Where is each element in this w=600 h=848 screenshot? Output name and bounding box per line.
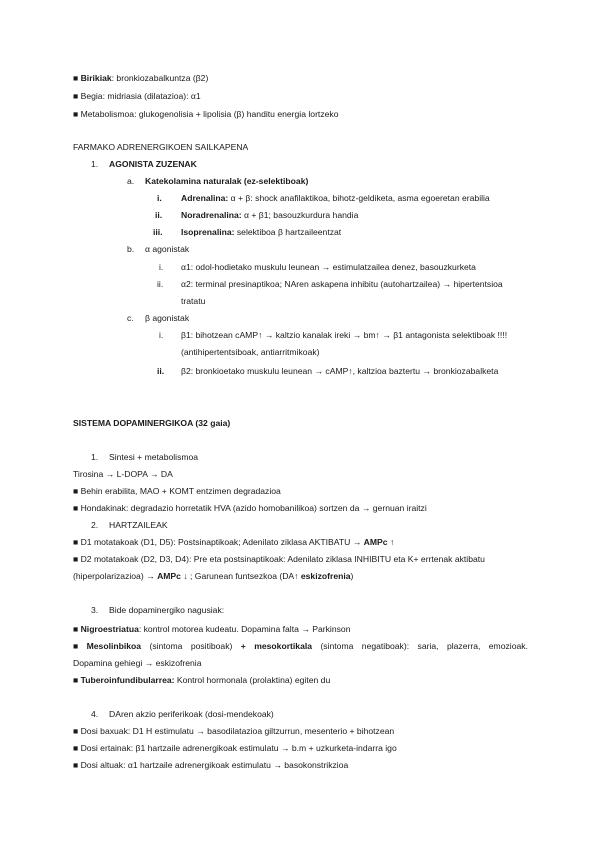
s3-title: Bide dopaminergiko nagusiak: <box>109 605 225 615</box>
meso-w6: (sintoma <box>320 641 354 651</box>
bullet-marker: ■ <box>73 675 79 685</box>
meso-w3: positiboak) <box>190 641 233 651</box>
birikiak-term: Birikiak <box>80 73 112 83</box>
noradrenalina-line <box>181 210 358 221</box>
d2-text-3: ↓ ; Garunean funtsezkoa (DA↑ <box>180 571 301 581</box>
isoprenalina-text: selektiboa β hartzaileentzat <box>234 227 342 237</box>
meso-w9: plazerra, <box>446 641 481 651</box>
adrenalina-line <box>181 193 490 204</box>
bullet-marker: ■ <box>73 537 79 547</box>
alpha1-text: α1: odol-hodietako muskulu leunean → estimulatzailea denez, basouzkurketa <box>181 262 476 272</box>
bullet-behin <box>73 486 281 497</box>
d1-ampc: AMPc <box>363 537 388 547</box>
s2-title: HARTZAILEAK <box>109 520 168 530</box>
bullet-tuberoinfundibularrea <box>73 675 330 686</box>
d1-arrow: ↑ <box>387 537 395 547</box>
s4-number: 4. <box>91 709 99 719</box>
isoprenalina-term: Isoprenalina: <box>181 227 235 237</box>
beta1-text: β1: bihotzean cAMP↑ → kaltzio kanalak ireki → bm↑ → β1 antagonista selektiboak !!!! <box>181 330 508 340</box>
meso-w10: emozioak. <box>488 641 528 651</box>
item-b-i-number: i. <box>159 262 164 272</box>
bullet-marker: ■ <box>73 641 79 651</box>
mesokortikala-term: mesokortikala <box>254 641 313 651</box>
item-b-letter: b. <box>127 244 135 254</box>
bullet-marker: ■ <box>73 91 79 101</box>
tuberoinfundibularrea-term: Tuberoinfundibularrea: <box>80 675 175 685</box>
meso-w8: saria, <box>417 641 439 651</box>
bullet-marker: ■ <box>73 486 79 496</box>
noradrenalina-term: Noradrenalina: <box>181 210 242 220</box>
s3-number: 3. <box>91 605 99 615</box>
dosi-baxuak-text: Dosi baxuak: D1 H estimulatu → basodilatazioa giltzurrun, mesenterio + bihotzean <box>80 726 395 736</box>
heading-sistema-dopaminergikoa: SISTEMA DOPAMINERGIKOA (32 gaia) <box>73 418 231 428</box>
item-a-i-number: i. <box>157 193 162 203</box>
nigroestriatua-text: : kontrol motorea kudeatu. Dopamina falta → Parkinson <box>138 624 351 634</box>
bullet-marker: ■ <box>73 726 79 736</box>
s1-title: Sintesi + metabolismoa <box>109 452 199 462</box>
dopamina-gehiegi-text: Dopamina gehiegi → eskizofrenia <box>73 658 202 668</box>
bullet-dosi-altuak <box>73 760 348 771</box>
meso-w2: (sintoma <box>149 641 183 651</box>
meso-w7: negatiboak): <box>361 641 410 651</box>
adrenalina-text: α + β: shock anafilaktikoa, bihotz-geldiketa, asma egoeretan erabilia <box>228 193 490 203</box>
item-a-iii-number: iii. <box>153 227 163 237</box>
d2-line-2 <box>73 571 353 582</box>
beta2-text: β2: bronkioetako muskulu leunean → cAMP↑, kaltzioa baztertu → bronkiozabalketa <box>181 366 499 376</box>
s4-title: DAren akzio periferikoak (dosi-mendekoak) <box>109 709 274 719</box>
nigroestriatua-term: Nigroestriatua <box>80 624 139 634</box>
bullet-marker: ■ <box>73 73 79 83</box>
s2-number: 2. <box>91 520 99 530</box>
bullet-dosi-ertainak <box>73 743 397 754</box>
bullet-birikiak <box>73 73 208 84</box>
item-1-number: 1. <box>91 159 99 169</box>
heading-farmako: FARMAKO ADRENERGIKOEN SAILKAPENA <box>73 142 249 152</box>
begia-text: Begia: midriasia (dilatazioa): α1 <box>80 91 201 101</box>
mesolinbikoa-term: Mesolinbikoa <box>86 641 142 651</box>
adrenalina-term: Adrenalina: <box>181 193 229 203</box>
bullet-metabolismoa <box>73 109 338 120</box>
alpha2-text: α2: terminal presinaptikoa; NAren askapena inhibitu (autohartzailea) → hipertentsioa <box>181 279 503 289</box>
bullet-marker: ■ <box>73 554 79 564</box>
tuberoinfundibularrea-text: Kontrol hormonala (prolaktina) egiten du <box>174 675 331 685</box>
bullet-marker: ■ <box>73 503 79 513</box>
item-a-letter: a. <box>127 176 135 186</box>
bullet-dosi-baxuak <box>73 726 394 737</box>
isoprenalina-line <box>181 227 341 238</box>
alpha2-text-cont: tratatu <box>181 296 206 306</box>
bullet-marker: ■ <box>73 109 79 119</box>
bullet-nigroestriatua <box>73 624 350 635</box>
meso-plus: + <box>240 641 246 651</box>
birikiak-text: : bronkiozabalkuntza (β2) <box>111 73 209 83</box>
bullet-d1 <box>73 537 394 548</box>
metabolismoa-text: Metabolismoa: glukogenolisia + lipolisia (β) handitu energia lortzeko <box>80 109 339 119</box>
d2-text-2: (hiperpolarizazioa) → <box>73 571 158 581</box>
bullet-marker: ■ <box>73 743 79 753</box>
item-c-letter: c. <box>127 313 134 323</box>
item-c-i-number: i. <box>159 330 164 340</box>
noradrenalina-text: α + β1; basouzkurdura handia <box>241 210 359 220</box>
bullet-marker: ■ <box>73 624 79 634</box>
bullet-mesolinbikoa <box>73 641 528 652</box>
item-b-ii-number: ii. <box>157 279 164 289</box>
item-c-ii-number: ii. <box>157 366 165 376</box>
item-b-title: α agonistak <box>145 244 190 254</box>
bullet-begia <box>73 91 201 102</box>
item-a-title: Katekolamina naturalak (ez-selektiboak) <box>145 176 309 186</box>
beta1-text-cont: (antihipertentsiboak, antiarritmikoak) <box>181 347 320 357</box>
item-c-title: β agonistak <box>145 313 190 323</box>
s1-number: 1. <box>91 452 99 462</box>
dosi-altuak-text: Dosi altuak: α1 hartzaile adrenergikoak estimulatu → basokonstrikzioa <box>80 760 349 770</box>
tirosina-text: Tirosina → L-DOPA → DA <box>73 469 173 479</box>
d2-text-4: ) <box>350 571 354 581</box>
d1-text: D1 motatakoak (D1, D5): Postsinaptikoak; Adenilato ziklasa AKTIBATU → <box>80 537 364 547</box>
dosi-ertainak-text: Dosi ertainak: β1 hartzaile adrenergikoak estimulatu → b.m + uzkurketa-indarra igo <box>80 743 397 753</box>
bullet-hondakinak <box>73 503 427 514</box>
behin-text: Behin erabilita, MAO + KOMT entzimen degradazioa <box>80 486 281 496</box>
hondakinak-text: Hondakinak: degradazio horretatik HVA (azido homobanilikoa) sortzen da → gernuan iraitzi <box>80 503 427 513</box>
item-1-title: AGONISTA ZUZENAK <box>109 159 197 169</box>
bullet-marker: ■ <box>73 760 79 770</box>
bullet-d2 <box>73 554 485 565</box>
d2-eskizofrenia: eskizofrenia <box>300 571 351 581</box>
d2-text: D2 motatakoak (D2, D3, D4): Pre eta postsinaptikoak: Adenilato ziklasa INHIBITU eta K+ errtenak aktibatu <box>80 554 485 564</box>
d2-ampc: AMPc <box>157 571 181 581</box>
item-a-ii-number: ii. <box>155 210 163 220</box>
